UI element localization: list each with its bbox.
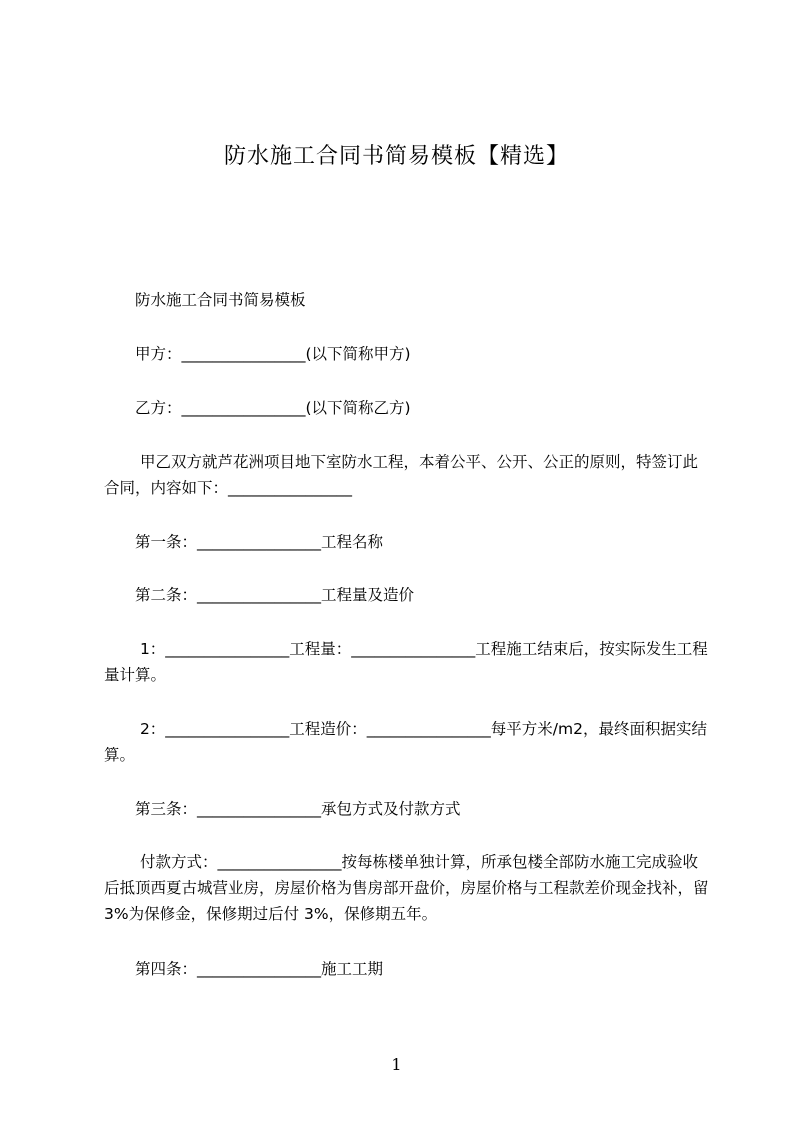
preamble-paragraph: 甲乙双方就芦花洲项目地下室防水工程，本着公平、公开、公正的原则，特签订此合同，内容如下：________________ [104,453,698,497]
party-b-line: 乙方：________________(以下简称乙方) [135,399,411,417]
document-title: 防水施工合同书简易模板【精选】 [223,144,569,169]
payment-paragraph: 付款方式：________________按每栋楼单独计算，所承包楼全部防水施工完成验收后抵顶西夏古城营业房，房屋价格为售房部开盘价，房屋价格与工程款差价现金找补，留 3%为保修金，保修期过后付 3%，保修期五年。 [104,853,714,923]
party-a-line: 甲方：________________(以下简称甲方) [135,345,411,363]
article-1: 第一条：________________工程名称 [135,533,384,551]
article-2: 第二条：________________工程量及造价 [135,586,415,604]
article-2-item-2: 2：________________工程造价：________________每平方米/m2，最终面积据实结算。 [104,720,707,764]
article-2-item-1: 1：________________工程量：________________工程施工结束后，按实际发生工程量计算。 [104,640,708,684]
document-subtitle: 防水施工合同书简易模板 [135,291,306,309]
article-4: 第四条：________________施工工期 [135,960,384,978]
page-number: 1 [391,1055,402,1074]
article-3: 第三条：________________承包方式及付款方式 [135,800,461,818]
